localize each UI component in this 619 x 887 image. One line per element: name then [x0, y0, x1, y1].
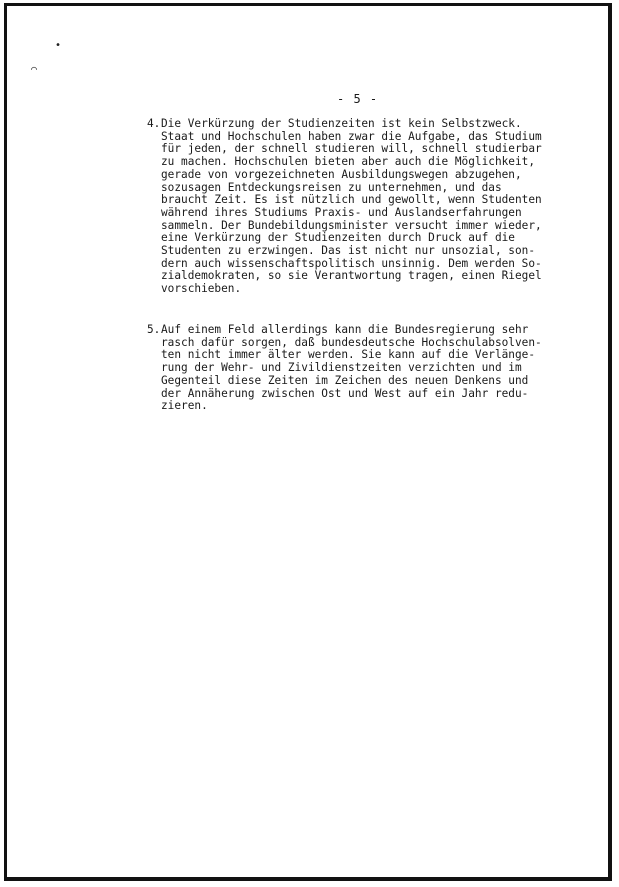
text-line: Auf einem Feld allerdings kann die Bundesregierung sehr	[161, 323, 529, 336]
page-number: - 5 -	[337, 92, 379, 106]
text-line: zialdemokraten, so sie Verantwortung tragen, einen Riegel	[161, 269, 542, 283]
paragraph-item-5	[147, 324, 577, 413]
text-line: braucht Zeit. Es ist nützlich und gewollt, wenn Studenten	[161, 193, 542, 207]
item-number: 4.	[147, 117, 161, 130]
speck-mark: ⌒	[31, 64, 38, 75]
text-line: Gegenteil diese Zeiten im Zeichen des neuen Denkens und	[161, 373, 529, 387]
item-number: 5.	[147, 323, 161, 336]
text-line: während ihres Studiums Praxis- und Auslandserfahrungen	[161, 205, 522, 219]
text-line: ten nicht immer älter werden. Sie kann auf die Verlänge-	[161, 348, 536, 362]
text-line: zieren.	[161, 399, 208, 413]
paragraph-item-4	[147, 118, 577, 296]
text-line: für jeden, der schnell studieren will, schnell studierbar	[161, 142, 542, 156]
text-line: eine Verkürzung der Studienzeiten durch Druck auf die	[161, 231, 515, 245]
text-line: zu machen. Hochschulen bieten aber auch die Möglichkeit,	[161, 155, 536, 169]
text-line: gerade von vorgezeichneten Ausbildungswegen abzugehen,	[161, 167, 522, 181]
text-line: Studenten zu erzwingen. Das ist nicht nur unsozial, son-	[161, 244, 536, 258]
text-line: Die Verkürzung der Studienzeiten ist kein Selbstzweck.	[161, 117, 522, 130]
item-text	[161, 118, 577, 296]
text-line: vorschieben.	[161, 282, 242, 296]
text-line: rung der Wehr- und Zivildienstzeiten verzichten und im	[161, 361, 522, 375]
text-line: dern auch wissenschaftspolitisch unsinnig. Dem werden So-	[161, 256, 542, 270]
item-text	[161, 324, 577, 413]
text-line: der Annäherung zwischen Ost und West auf ein Jahr redu-	[161, 386, 529, 400]
speck-mark: •	[55, 40, 62, 51]
text-line: Staat und Hochschulen haben zwar die Aufgabe, das Studium	[161, 129, 542, 143]
text-line: sozusagen Entdeckungsreisen zu unternehmen, und das	[161, 180, 502, 194]
text-line: rasch dafür sorgen, daß bundesdeutsche Hochschulabsolven-	[161, 335, 542, 349]
text-line: sammeln. Der Bundebildungsminister versucht immer wieder,	[161, 218, 542, 232]
